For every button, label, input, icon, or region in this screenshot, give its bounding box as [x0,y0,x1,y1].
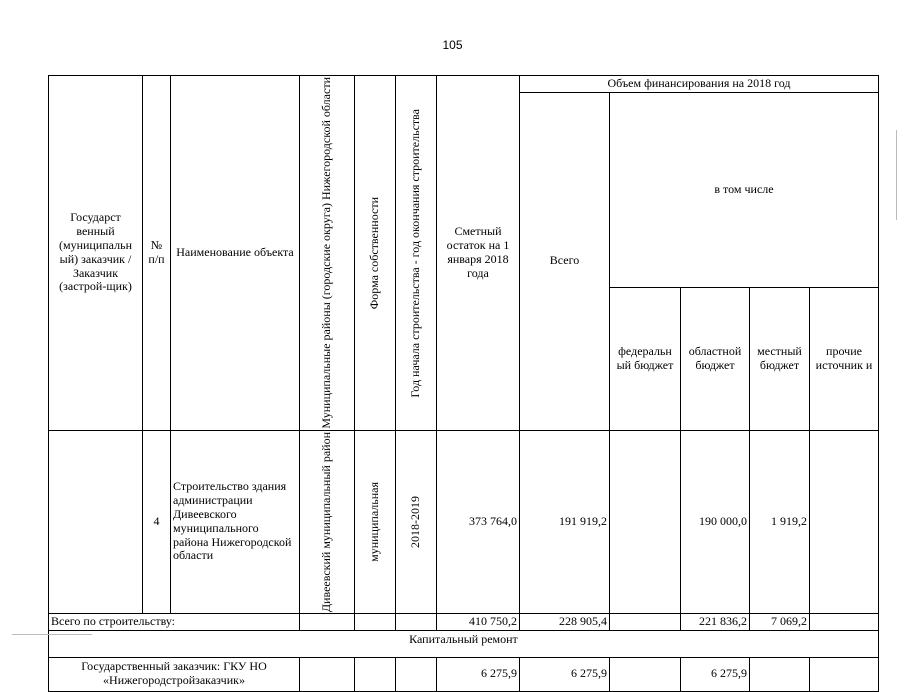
customer-empty-1 [300,657,355,691]
customer-local [750,657,810,691]
section-row [49,630,879,657]
total-regional: 221 836,2 [681,613,750,630]
customer-regional: 6 275,9 [681,657,750,691]
header-financing: Объем финансирования на 2018 год [520,76,879,93]
cell-object-name: Строительство здания администрации Дивеевского муниципального района Нижегородской области [171,430,300,613]
header-other: прочие источник и [810,287,879,430]
header-federal: федеральн ый бюджет [610,287,681,430]
cell-ownership [355,430,396,613]
cell-regional: 190 000,0 [681,430,750,613]
cell-other [810,430,879,613]
header-districts [300,76,355,431]
cell-number: 4 [143,430,171,613]
customer-other [810,657,879,691]
cell-local: 1 919,2 [750,430,810,613]
header-number: № п/п [143,76,171,431]
table-row [49,430,879,613]
total-empty-3 [396,613,437,630]
total-row [49,613,879,630]
header-total: Всего [520,93,610,431]
total-empty-2 [355,613,396,630]
header-customer: Государст венный (муниципальн ый) заказчик / Заказчик (застрой-щик) [49,76,143,431]
cell-district [300,430,355,613]
total-estimate: 410 750,2 [437,613,520,630]
header-local: местный бюджет [750,287,810,430]
total-label: Всего по строительству: [49,613,300,630]
total-other [810,613,879,630]
financing-table [48,75,879,692]
header-including: в том числе [610,93,879,288]
header-years-text: Год начала строительства - год окончания строительства [408,108,423,398]
customer-estimate: 6 275,9 [437,657,520,691]
page-number: 105 [442,38,463,52]
cell-ownership-text: муниципальная [367,481,382,562]
header-ownership-text: Форма собственности [367,196,382,309]
cell-customer [49,430,143,613]
header-estimate: Сметный остаток на 1 января 2018 года [437,76,520,431]
total-total: 228 905,4 [520,613,610,630]
cell-total: 191 919,2 [520,430,610,613]
cell-estimate: 373 764,0 [437,430,520,613]
customer-empty-2 [355,657,396,691]
scan-artifact [12,634,92,635]
customer-empty-3 [396,657,437,691]
customer-row [49,657,879,691]
cell-years-text: 2018-2019 [408,495,423,548]
scan-artifact [896,130,897,220]
customer-federal [610,657,681,691]
section-label: Капитальный ремонт [49,630,879,657]
cell-federal [610,430,681,613]
total-empty-1 [300,613,355,630]
customer-label: Государственный заказчик: ГКУ НО «Нижегородстройзаказчик» [49,657,300,691]
customer-total: 6 275,9 [520,657,610,691]
cell-district-text: Дивеевский муниципальный район [319,431,334,612]
header-districts-text: Муниципальные районы (городские округа) Нижегородской области [319,77,334,429]
header-years [396,76,437,431]
header-regional: областной бюджет [681,287,750,430]
header-object-name: Наименование объекта [171,76,300,431]
header-ownership [355,76,396,431]
cell-years [396,430,437,613]
total-federal [610,613,681,630]
total-local: 7 069,2 [750,613,810,630]
